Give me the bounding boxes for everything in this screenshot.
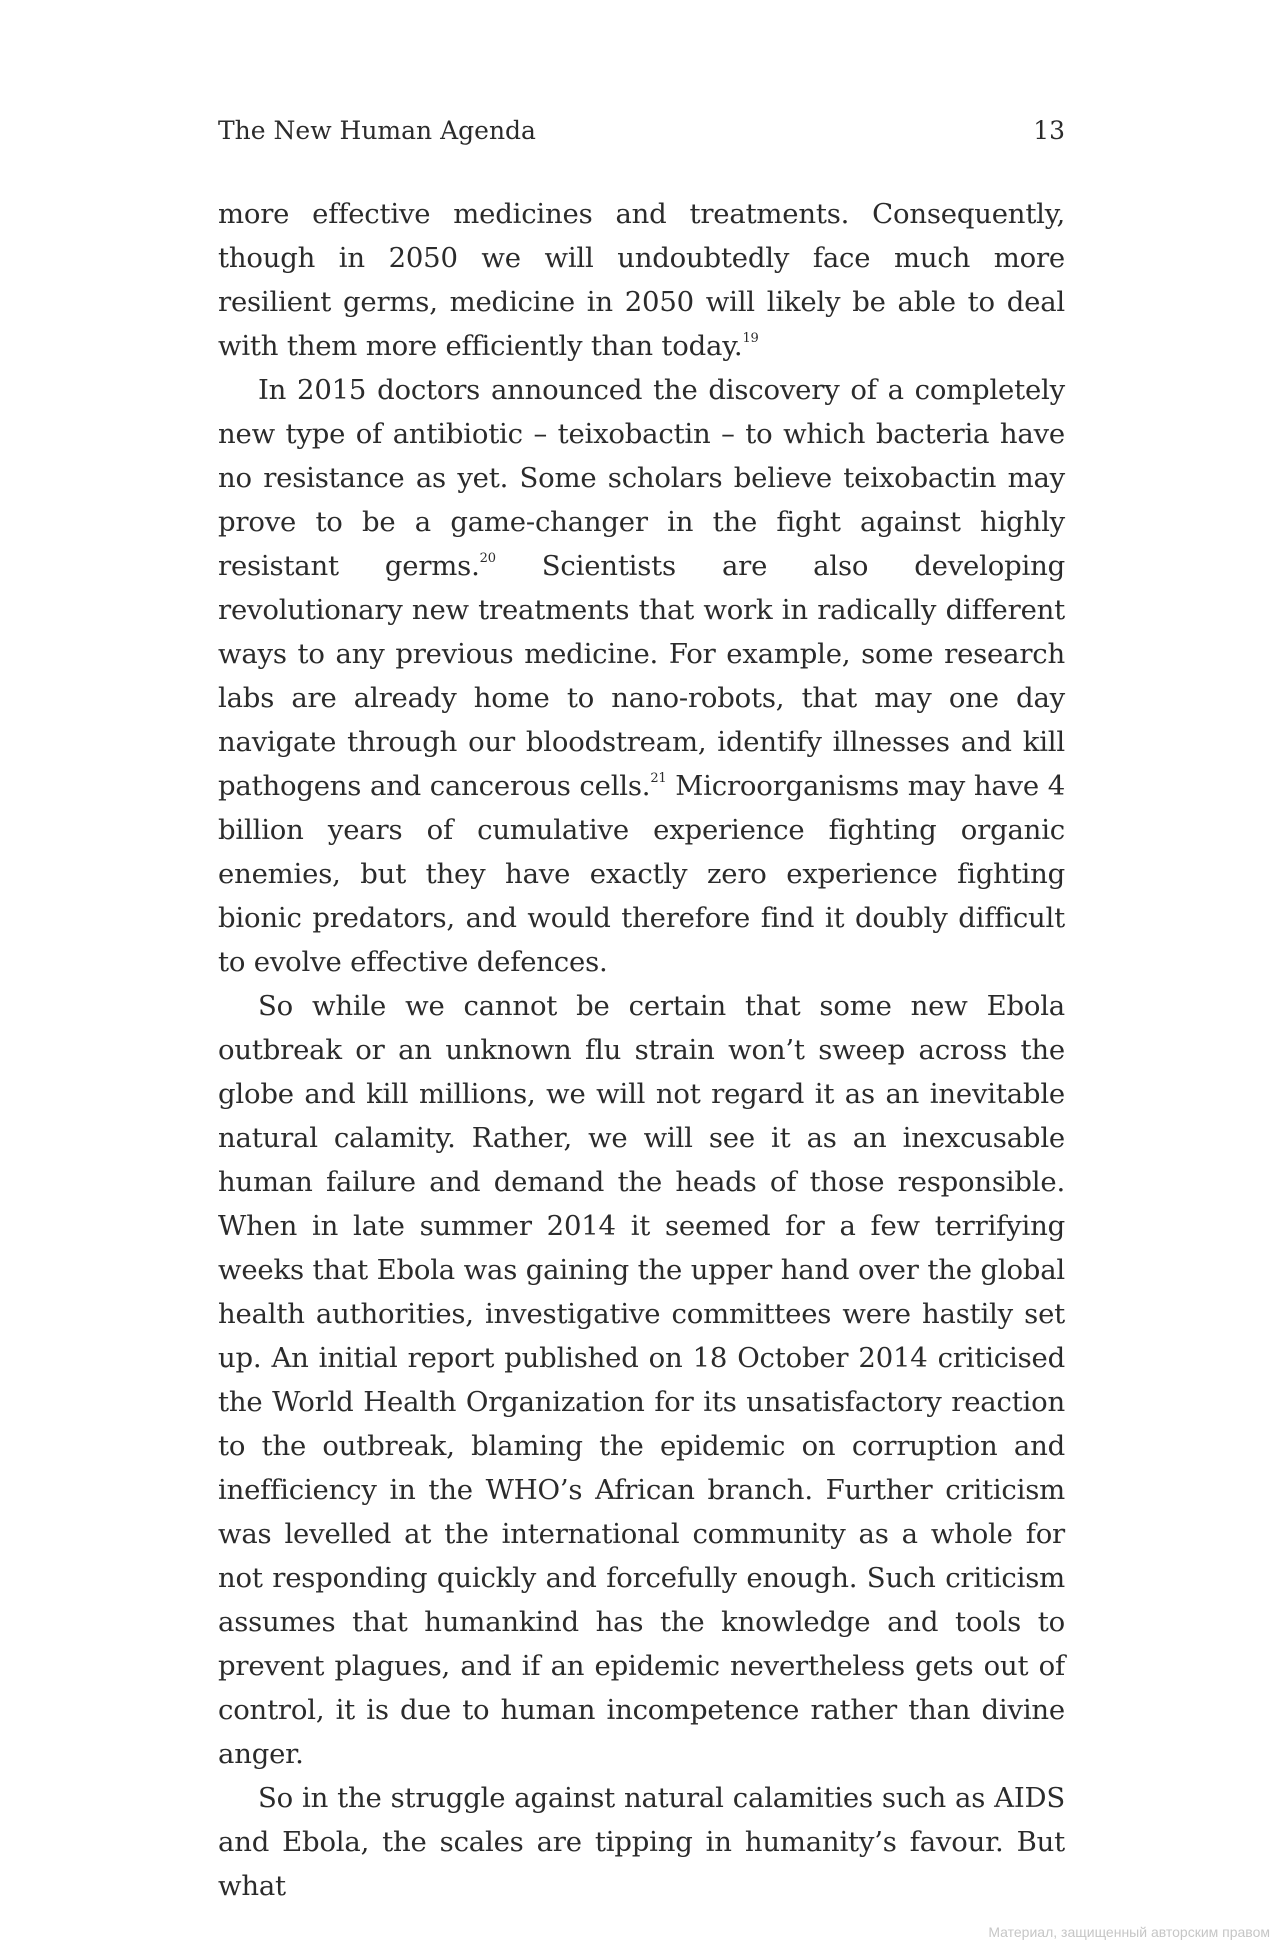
paragraph-2-text-part-3: Microorganisms may have 4 billion years of cumulative experience fighting organic enemies, but they have exactly zero experience fighting bionic predators, and would therefore find it doubly difficult to evolve effective defences. (218, 770, 1065, 978)
paragraph-2-text-part-2: Scientists are also developing revolutionary new treatments that work in radically different ways to any previous medicine. For example, some research labs are already home to nano-robots, that may one day navigate through our bloodstream, identify illnesses and kill pathogens and cancerous cells. (218, 550, 1065, 802)
footnote-ref-20: 20 (479, 551, 496, 566)
paragraph-4-text: So in the struggle against natural calamities such as AIDS and Ebola, the scales are tipping in humanity’s favour. But what (218, 1782, 1065, 1902)
page-number: 13 (1033, 116, 1065, 145)
footnote-ref-21: 21 (650, 771, 667, 786)
paragraph-2-text-part-1: In 2015 doctors announced the discovery of a completely new type of antibiotic – teixobactin – to which bacteria have no resistance as yet. Some scholars believe teixobactin may prove to be a game-changer in the fight against highly resistant germs. (218, 374, 1065, 582)
footnote-ref-19: 19 (742, 331, 759, 346)
paragraph-1 (218, 192, 1065, 368)
body-text (218, 192, 1065, 1908)
paragraph-2 (218, 368, 1065, 984)
paragraph-4 (218, 1776, 1065, 1908)
copyright-watermark: Материал, защищенный авторским правом (988, 1924, 1270, 1940)
paragraph-3 (218, 984, 1065, 1776)
running-head-title: The New Human Agenda (218, 116, 536, 145)
running-head (218, 113, 1065, 149)
paragraph-3-text: So while we cannot be certain that some new Ebola outbreak or an unknown flu strain won’t sweep across the globe and kill millions, we will not regard it as an inevitable natural calamity. Rather, we will see it as an inexcusable human failure and demand the heads of those responsible. When in late summer 2014 it seemed for a few terrifying weeks that Ebola was gaining the upper hand over the global health authorities, investigative committees were hastily set up. An initial report published on 18 October 2014 criticised the World Health Organization for its unsatisfactory reaction to the outbreak, blaming the epidemic on corruption and inefficiency in the WHO’s African branch. Further criticism was levelled at the international community as a whole for not responding quickly and forcefully enough. Such criticism assumes that humankind has the knowledge and tools to prevent plagues, and if an epidemic nevertheless gets out of control, it is due to human incompetence rather than divine anger. (218, 990, 1065, 1770)
paragraph-1-text: more effective medicines and treatments. Consequently, though in 2050 we will undoubtedly face much more resilient germs, medicine in 2050 will likely be able to deal with them more efficiently than today. (218, 198, 1065, 362)
